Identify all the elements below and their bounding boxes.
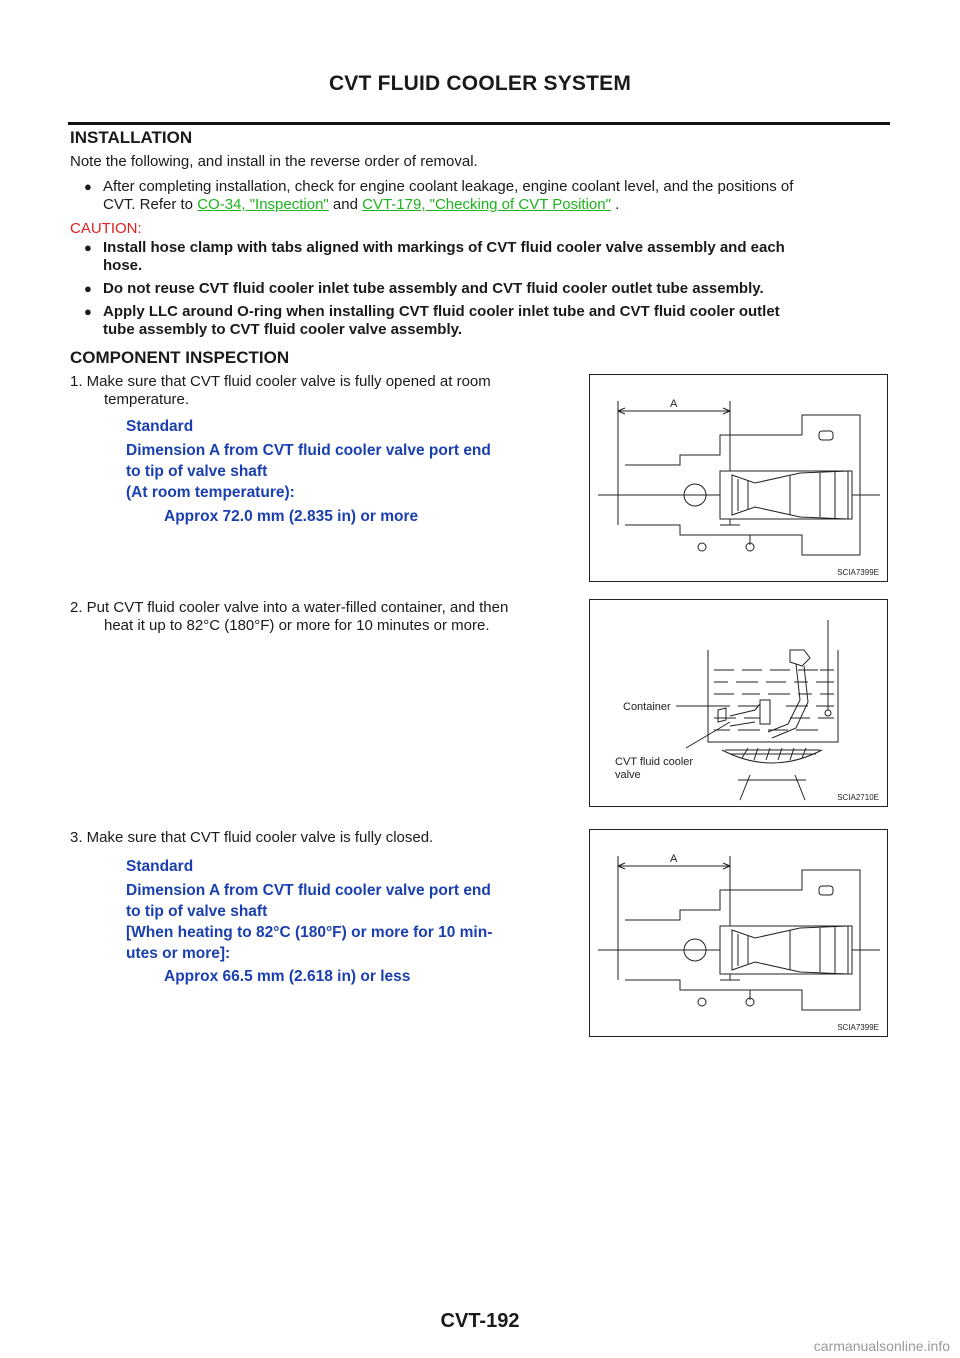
figure-code: SCIA7399E bbox=[837, 1023, 879, 1032]
step-3: 3. Make sure that CVT fluid cooler valve is fully closed. bbox=[70, 829, 434, 846]
standard-2-line4: utes or more]: bbox=[126, 945, 231, 962]
caution-item-2: Do not reuse CVT fluid cooler inlet tube assembly and CVT fluid cooler outlet tube assembly. bbox=[103, 280, 764, 297]
valve-diagram bbox=[590, 830, 887, 1036]
installation-heading: INSTALLATION bbox=[70, 128, 193, 147]
title-divider bbox=[68, 122, 890, 125]
figure-valve-open bbox=[589, 374, 888, 582]
link-cvt-179-checking[interactable]: CVT-179, "Checking of CVT Position" bbox=[362, 196, 611, 213]
installation-intro: Note the following, and install in the reverse order of removal. bbox=[70, 153, 478, 170]
figure-code: SCIA7399E bbox=[837, 568, 879, 577]
standard-1-line2: to tip of valve shaft bbox=[126, 463, 268, 480]
step-2-line2: heat it up to 82°C (180°F) or more for 10 minutes or more. bbox=[104, 617, 490, 634]
standard-1-line1: Dimension A from CVT fluid cooler valve port end bbox=[126, 442, 491, 459]
watermark: carmanualsonline.info bbox=[813, 1338, 950, 1354]
component-inspection-heading: COMPONENT INSPECTION bbox=[70, 348, 290, 367]
caution-item-3-line1: Apply LLC around O-ring when installing CVT fluid cooler inlet tube and CVT fluid cooler outlet bbox=[103, 303, 780, 320]
valve-label-line1: CVT fluid cooler bbox=[615, 756, 694, 768]
bullet-icon: ● bbox=[84, 179, 92, 194]
and-text: and bbox=[328, 196, 363, 213]
page-title: CVT FLUID COOLER SYSTEM bbox=[328, 72, 632, 95]
standard-2-label: Standard bbox=[126, 858, 194, 875]
standard-2-line1: Dimension A from CVT fluid cooler valve port end bbox=[126, 882, 491, 899]
container-label: Container bbox=[623, 701, 671, 713]
bullet-icon: ● bbox=[84, 304, 92, 319]
figure-container-heating bbox=[589, 599, 888, 807]
standard-2-line3: [When heating to 82°C (180°F) or more for 10 min- bbox=[126, 924, 493, 941]
standard-1-value: Approx 72.0 mm (2.835 in) or more bbox=[164, 508, 419, 525]
standard-2-value: Approx 66.5 mm (2.618 in) or less bbox=[164, 968, 411, 985]
valve-label-line2: valve bbox=[615, 769, 641, 781]
figure-valve-closed bbox=[589, 829, 888, 1037]
dimension-a-label: A bbox=[670, 398, 678, 410]
container-diagram bbox=[590, 600, 887, 806]
standard-1-line3: (At room temperature): bbox=[126, 484, 295, 501]
dimension-a-label: A bbox=[670, 853, 678, 865]
caution-item-3-line2: tube assembly to CVT fluid cooler valve assembly. bbox=[103, 321, 463, 338]
refer-text: CVT. Refer to bbox=[103, 196, 198, 213]
step-1-line2: temperature. bbox=[104, 391, 190, 408]
standard-2-line2: to tip of valve shaft bbox=[126, 903, 268, 920]
installation-bullet-1-line1: After completing installation, check for engine coolant leakage, engine coolant level, and the positions of bbox=[103, 178, 794, 195]
caution-item-1-line1: Install hose clamp with tabs aligned with markings of CVT fluid cooler valve assembly and each bbox=[103, 239, 785, 256]
page-number: CVT-192 bbox=[440, 1310, 520, 1332]
standard-1-label: Standard bbox=[126, 418, 194, 435]
caution-item-1-line2: hose. bbox=[103, 257, 143, 274]
caution-label: CAUTION: bbox=[70, 220, 142, 237]
figure-code: SCIA2710E bbox=[837, 793, 879, 802]
valve-diagram bbox=[590, 375, 887, 581]
link-co-34-inspection[interactable]: CO-34, "Inspection" bbox=[197, 196, 329, 213]
step-1-line1: 1. Make sure that CVT fluid cooler valve is fully opened at room bbox=[70, 373, 491, 390]
bullet-icon: ● bbox=[84, 281, 92, 296]
step-2-line1: 2. Put CVT fluid cooler valve into a water-filled container, and then bbox=[70, 599, 509, 616]
installation-bullet-1-line2 bbox=[103, 195, 619, 215]
bullet-icon: ● bbox=[84, 240, 92, 255]
end-text: . bbox=[610, 196, 620, 213]
